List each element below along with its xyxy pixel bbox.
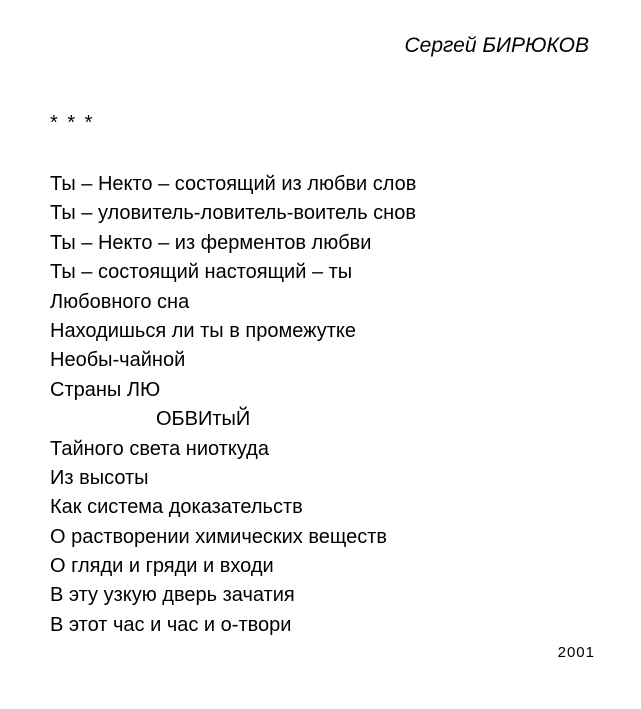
poem-line: В этот час и час и о-твори xyxy=(50,613,292,636)
poem-line: Ты – Некто – из ферментов любви xyxy=(50,231,372,254)
poem-line: О гляди и гряди и входи xyxy=(50,555,274,578)
poem-line: Из высоты xyxy=(50,466,149,489)
poem-line: Необы-чайной xyxy=(50,349,186,372)
poem-line-indented: ОБВИтыЙ xyxy=(156,408,251,431)
poem-line: Находишься ли ты в промежутке xyxy=(50,319,356,342)
poem-line: Страны ЛЮ xyxy=(50,378,161,401)
author-name: Сергей БИРЮКОВ xyxy=(404,34,589,57)
poem-line: О растворении химических веществ xyxy=(50,525,388,548)
section-separator: * * * xyxy=(50,112,95,134)
poem-body xyxy=(50,170,416,640)
poem-line: Ты – уловитель-ловитель-воитель снов xyxy=(50,202,416,225)
poem-line: В эту узкую дверь зачатия xyxy=(50,584,295,607)
poem-line: Ты – состоящий настоящий – ты xyxy=(50,261,353,284)
poem-year: 2001 xyxy=(557,644,595,661)
poem-line: Ты – Некто – состоящий из любви слов xyxy=(50,173,417,195)
poem-line: Как система доказательств xyxy=(50,496,303,519)
poem-line: Любовного сна xyxy=(50,290,190,313)
poem-line: Тайного света ниоткуда xyxy=(50,437,269,460)
